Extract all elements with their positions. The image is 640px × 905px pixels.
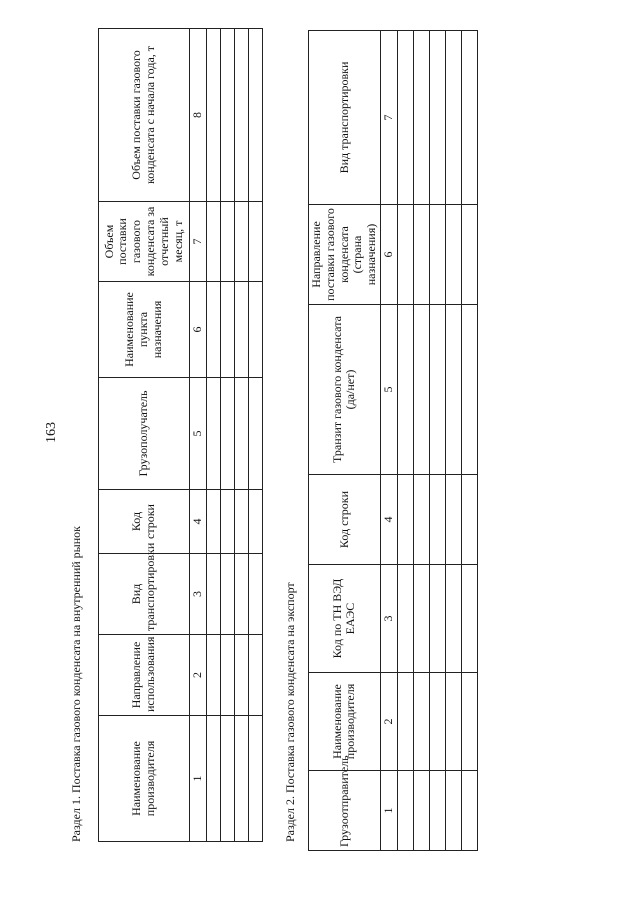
header-cell: Код строки xyxy=(99,490,190,554)
header-cell: Направление поставки газового конденсата (страна назначения) xyxy=(309,205,381,305)
column-number: 5 xyxy=(380,305,397,475)
column-number: 6 xyxy=(380,205,397,305)
table-header-row xyxy=(309,31,381,851)
header-cell: Вид транспортировки xyxy=(309,31,381,205)
header-cell: Грузоотправитель xyxy=(309,771,381,851)
header-cell: Грузополучатель xyxy=(99,378,190,490)
empty-row xyxy=(445,31,461,851)
column-number: 3 xyxy=(190,554,207,635)
column-number: 3 xyxy=(380,565,397,673)
empty-row xyxy=(397,31,413,851)
empty-row xyxy=(429,31,445,851)
header-cell: Транзит газового конденсата (да/нет) xyxy=(309,305,381,475)
header-cell: Наименование производителя xyxy=(99,716,190,842)
header-cell: Наименование производителя xyxy=(309,673,381,771)
header-cell: Код по ТН ВЭД ЕАЭС xyxy=(309,565,381,673)
column-number: 2 xyxy=(190,635,207,716)
empty-row xyxy=(206,29,220,842)
empty-row xyxy=(461,31,477,851)
column-number: 1 xyxy=(190,716,207,842)
column-number-row xyxy=(190,29,207,842)
empty-row xyxy=(248,29,262,842)
column-number: 7 xyxy=(380,31,397,205)
header-cell: Направление использования xyxy=(99,635,190,716)
column-number: 1 xyxy=(380,771,397,851)
page-number: 163 xyxy=(44,422,59,443)
column-number-row xyxy=(380,31,397,851)
column-number: 4 xyxy=(380,475,397,565)
empty-row xyxy=(413,31,429,851)
header-cell: Объем поставки газового конденсата с начала года, т xyxy=(99,29,190,202)
column-number: 8 xyxy=(190,29,207,202)
section-1-title: Раздел 1. Поставка газового конденсата на внутренний рынок xyxy=(69,526,83,842)
column-number: 2 xyxy=(380,673,397,771)
table-header-row xyxy=(99,29,190,842)
empty-row xyxy=(220,29,234,842)
section-2-title: Раздел 2. Поставка газового конденсата на экспорт xyxy=(283,582,297,842)
column-number: 6 xyxy=(190,282,207,378)
empty-row xyxy=(234,29,248,842)
header-cell: Объем поставки газового конденсата за отчетный месяц, т xyxy=(99,202,190,282)
header-cell: Вид транспортировки xyxy=(99,554,190,635)
header-cell: Код строки xyxy=(309,475,381,565)
header-cell: Наименование пункта назначения xyxy=(99,282,190,378)
column-number: 4 xyxy=(190,490,207,554)
domestic-supply-table xyxy=(98,28,263,842)
column-number: 5 xyxy=(190,378,207,490)
export-supply-table xyxy=(308,30,478,851)
column-number: 7 xyxy=(190,202,207,282)
